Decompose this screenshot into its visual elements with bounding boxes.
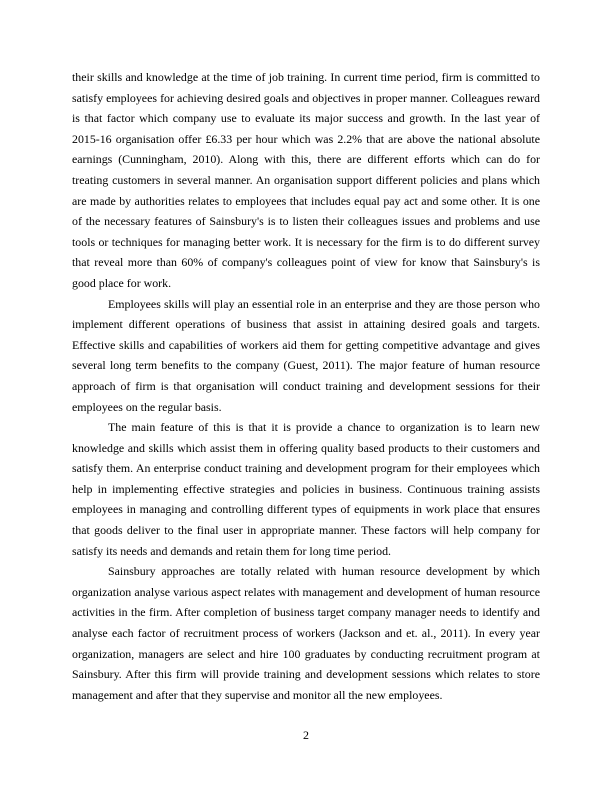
paragraph: their skills and knowledge at the time of job training. In current time period, firm is committed to satisfy employees for achieving desired goals and objectives in proper manner. Colleagues reward is that factor which company use to evaluate its major success and growth. In the last year of 2015-16 organisation offer £6.33 per hour which was 2.2% that are above the national absolute earnings (Cunningham, 2010). Along with this, there are different efforts which can do for treating customers in several manner. An organisation support different policies and plans which are made by authorities relates to employees that includes equal pay act and some other. It is one of the necessary features of Sainsbury's is to listen their colleagues issues and problems and use tools or techniques for managing better work. It is necessary for the firm is to do different survey that reveal more than 60% of company's colleagues point of view for know that Sainsbury's is good place for work. [72,70,540,290]
paragraph: Employees skills will play an essential role in an enterprise and they are those person who implement different operations of business that assist in attaining desired goals and targets. Effective skills and capabilities of workers aid them for getting competitive advantage and gives several long term benefits to the company (Guest, 2011). The major feature of human resource approach of firm is that organisation will conduct training and development sessions for their employees on the regular basis. [72,296,540,414]
page-number: 2 [303,728,309,742]
paragraph: The main feature of this is that it is provide a chance to organization is to learn new knowledge and skills which assist them in offering quality based products to their customers and satisfy them. An enterprise conduct training and development program for their employees which help in implementing effective strategies and policies in business. Continuous training assists employees in managing and controlling different types of equipments in work place that ensures that goods deliver to the final user in appropriate manner. These factors will help company for satisfy its needs and demands and retain them for long time period. [72,420,540,558]
paragraph: Sainsbury approaches are totally related with human resource development by which organization analyse various aspect relates with management and development of human resource activities in the firm. After completion of business target company manager needs to identify and analyse each factor of recruitment process of workers (Jackson and et. al., 2011). In every year organization, managers are select and hire 100 graduates by conducting recruitment program at Sainsbury. After this firm will provide training and development sessions which relates to store management and after that they supervise and monitor all the new employees. [72,564,540,702]
body-text [72,67,540,705]
